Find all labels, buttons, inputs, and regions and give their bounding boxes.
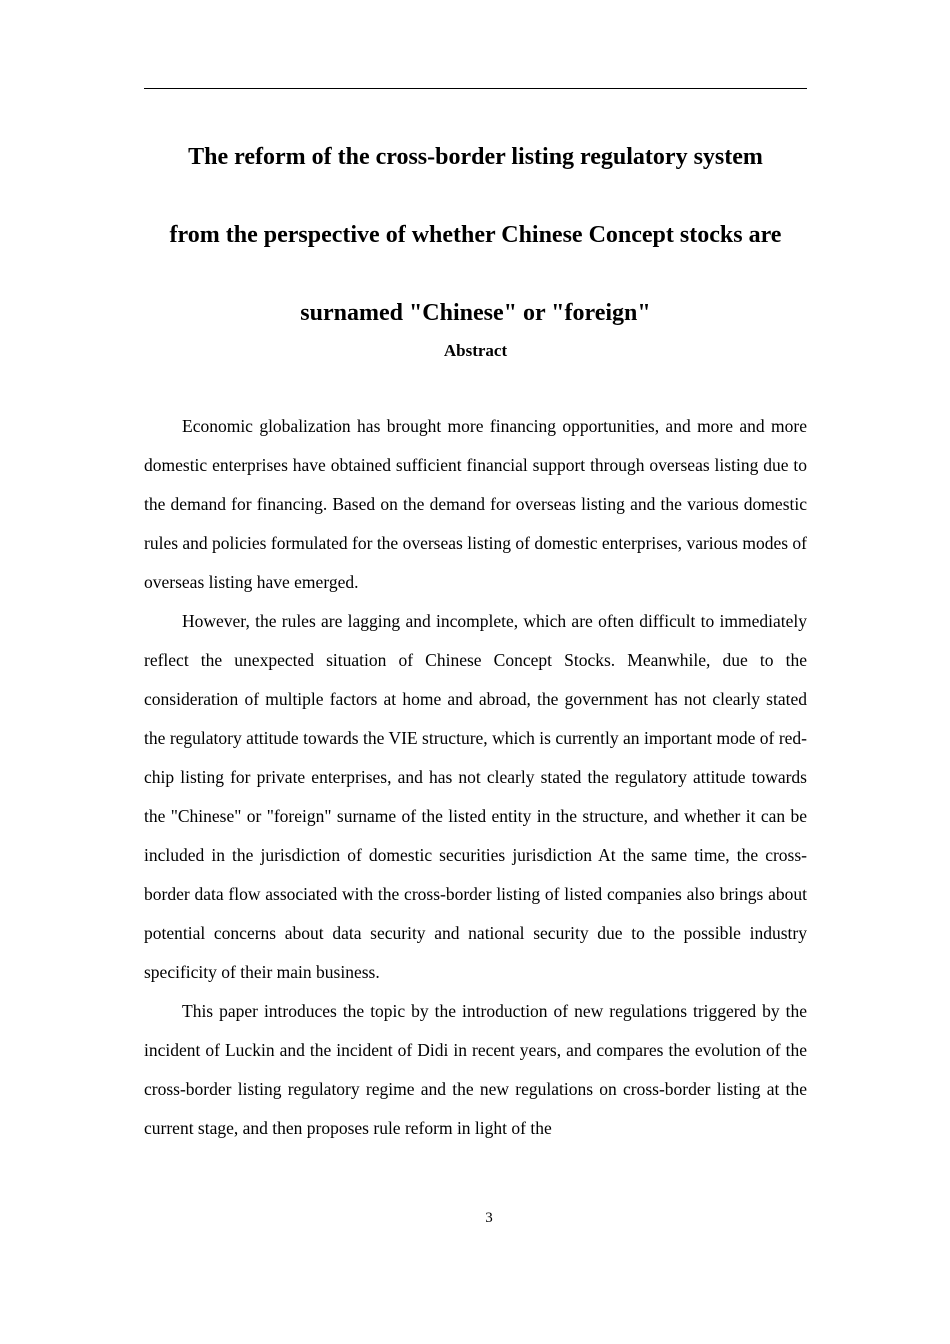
title-line-1: The reform of the cross-border listing regulatory system [188,144,763,170]
abstract-paragraph-3: This paper introduces the topic by the introduction of new regulations triggered by the incident of Luckin and the incident of Didi in recent years, and compares the evolution of the cross-border listing regulatory regime and the new regulations on cross-border listing at the current stage, and then proposes rule reform in light of the [144,1001,807,1138]
abstract-heading: Abstract [443,341,508,360]
abstract-paragraph-1: Economic globalization has brought more financing opportunities, and more and more domestic enterprises have obtained sufficient financial support through overseas listing due to the demand for financing. Based on the demand for overseas listing and the various domestic rules and policies formulated for the overseas listing of domestic enterprises, various modes of overseas listing have emerged. [144,416,807,592]
header-rule [144,88,807,89]
title-line-3: surnamed "Chinese" or "foreign" [300,300,651,326]
paper-title [144,118,807,352]
title-line-2: from the perspective of whether Chinese Concept stocks are [169,222,782,248]
page-number: 3 [485,1210,493,1226]
abstract-body [144,407,807,1148]
abstract-paragraph-2: However, the rules are lagging and incomplete, which are often difficult to immediately reflect the unexpected situation of Chinese Concept Stocks. Meanwhile, due to the consideration of multiple factors at home and abroad, the government has not clearly stated the regulatory attitude towards the VIE structure, which is currently an important mode of red-chip listing for private enterprises, and has not clearly stated the regulatory attitude towards the "Chinese" or "foreign" surname of the listed entity in the structure, and whether it can be included in the jurisdiction of domestic securities jurisdiction At the same time, the cross-border data flow associated with the cross-border listing of listed companies also brings about potential concerns about data security and national security due to the possible industry specificity of their main business. [144,611,807,982]
